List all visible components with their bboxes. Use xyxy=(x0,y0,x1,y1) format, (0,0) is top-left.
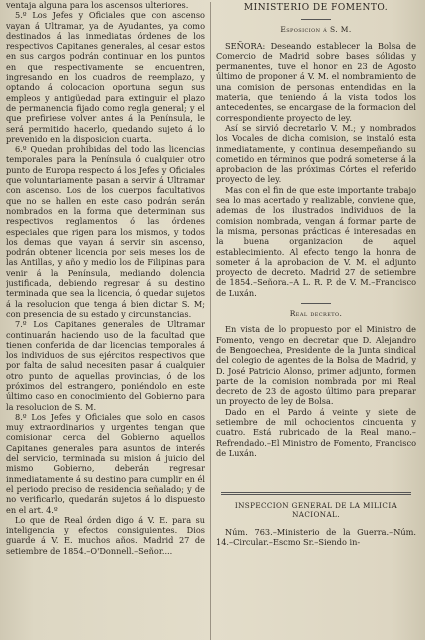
paragraph-continuation: ventaja alguna para los ascensos ulteriores. xyxy=(6,0,189,10)
exposicion-heading: Esposicion á S. M. xyxy=(280,25,352,35)
decreto-paragraph: En vista de lo propuesto por el Ministro de Fomento, vengo en decretar que D. Alejandro de Bengoechea, Presidente de la Junta sindical del colegio de agentes de la Bolsa de Madrid, y D. José Patricio Alonso, primer adjunto, formen parte de la comision nombrada por mi Real decreto de 23 de agosto último para preparar un proyecto de ley de Bolsa. xyxy=(216,324,416,407)
ministry-heading: MINISTERIO DE FOMENTO. xyxy=(243,3,389,13)
column-divider xyxy=(210,2,211,640)
paragraph-article-6: 6.º Quedan prohibidas del todo las licencias temporales para la Península ó cualquier otro punto de Europa respecto á los Jefes y Oficiales que voluntariamente pasan a servir á Ultramar con ascenso. Los de los cuerpos facultativos que no se hallen en este caso podrán serán nombrados en la forma que determinan sus respectivos reglamentos ó las órdenes especiales que rigen para los mismos, y todos los demas que vayan á servir sin ascenso, podrán obtener licencia por seis meses los de las Antillas, y año y medio los de Filipinas para venir á la Península, mediando dolencia justificada, debiendo regresar á su destino terminada que sea la licencia, ó quedar sujetos á la resolucion que tenga á bien dictar S. M; con presencia de su estado y circunstancias. xyxy=(6,144,205,319)
exposicion-paragraph: SEÑORA: Deseando establecer la Bolsa de Comercio de Madrid sobre bases sólidas y permanentes, tuve el honor en 23 de Agosto último de proponer á V. M. el nombramiento de una comision de personas entendidas en la materia, que teniendo á la vista todos los antecedentes, se encargase de la formacion del correspondiente proyecto de ley. xyxy=(216,40,416,123)
paragraph-article-5: 5.º Los Jefes y Oficiales que con ascenso vayan á Ultramar, ya de Ayudantes, ya como destinados á las inmediatas órdenes de los respectivos Capitanes generales, al cesar estos en sus cargos podrán continuar en los puntos en que respectivamente se encuentren, ingresando en los cuadros de reemplazo, y optando á colocacion oportuna segun sus empleos y antigüedad para extinguir el plazo de permanencia fijado como regla general; y el que prefiriese volver antes á la Península, le será permitido hacerlo, quedando sujeto á lo prevenido en la disposicion cuarta. xyxy=(6,10,205,144)
decreto-paragraph: Dado en el Pardo á veinte y siete de setiembre de mil ochocientos cincuenta y cuatro. Está rubricado de la Real mano.–Refrendado.–El Ministro de Fomento, Francisco de Luxán. xyxy=(216,406,416,458)
separator xyxy=(301,303,331,304)
exposicion-paragraph: Mas con el fin de que este importante trabajo sea lo mas acertado y realizable, conviene que, ademas de los ilustrados individuos de la comision nombrada, vengan á formar parte de la misma, personas prácticas é interesadas en la buena organizacion de aquel establecimiento. Al efecto tengo la honra de someter á la aprobacion de V. M. el adjunto proyecto de decreto. Madrid 27 de setiembre de 1854.–Señora.–A L. R. P. de V. M.–Francisco de Luxán. xyxy=(216,184,416,298)
paragraph-closing: Lo que de Real órden digo á V. E. para su inteligencia y efectos consiguientes. Dios guarde á V. E. muchos años. Madrid 27 de setiembre de 1854.–O'Donnell.–Señor.... xyxy=(6,514,205,556)
paragraph-article-8: 8.º Los Jefes y Oficiales que solo en casos muy extraordinarios y urgentes tengan que comisionar cerca del Gobierno aquellos Capitanes generales para asuntos de interés del servicio, terminada su mision á juicio del mismo Gobierno, deberán regresar inmediatamente á su destino para cumplir en él el periodo preciso de residencia señalado; y de no verificarlo, quedarán sujetos á lo dispuesto en el art. 4.º xyxy=(6,411,205,515)
inspeccion-paragraph: Núm. 763.–Ministerio de la Guerra.–Núm. 14.–Circular.–Escmo Sr.–Siendo in- xyxy=(216,527,416,548)
separator xyxy=(301,19,331,20)
paragraph-article-7: 7.º Los Capitanes generales de Ultramar continuarán haciendo uso de la facultad que tienen conferida de dar licencias temporales á los individuos de sus ejércitos respectivos que por falta de salud necesiten pasar á cualquier otro punto de aquellas provincias, ó de los próximos del estrangero, poniéndolo en este último caso en conocimiento del Gobierno para la resolucion de S. M. xyxy=(6,319,205,412)
left-column xyxy=(6,0,205,640)
exposicion-paragraph: Así se sirvió decretarlo V. M.; y nombrados los Vocales de dicha comision, se instaló esta inmediatamente, y continua desempeñando su cometido en términos que podrá someterse á la aprobacion de las próximas Córtes el referido proyecto de ley. xyxy=(216,122,416,185)
decreto-heading: Real decreto. xyxy=(289,309,343,319)
right-column xyxy=(216,0,416,640)
inspeccion-heading: INSPECCION GENERAL DE LA MILICIA NACIONAL. xyxy=(234,501,398,520)
double-rule xyxy=(221,492,411,495)
